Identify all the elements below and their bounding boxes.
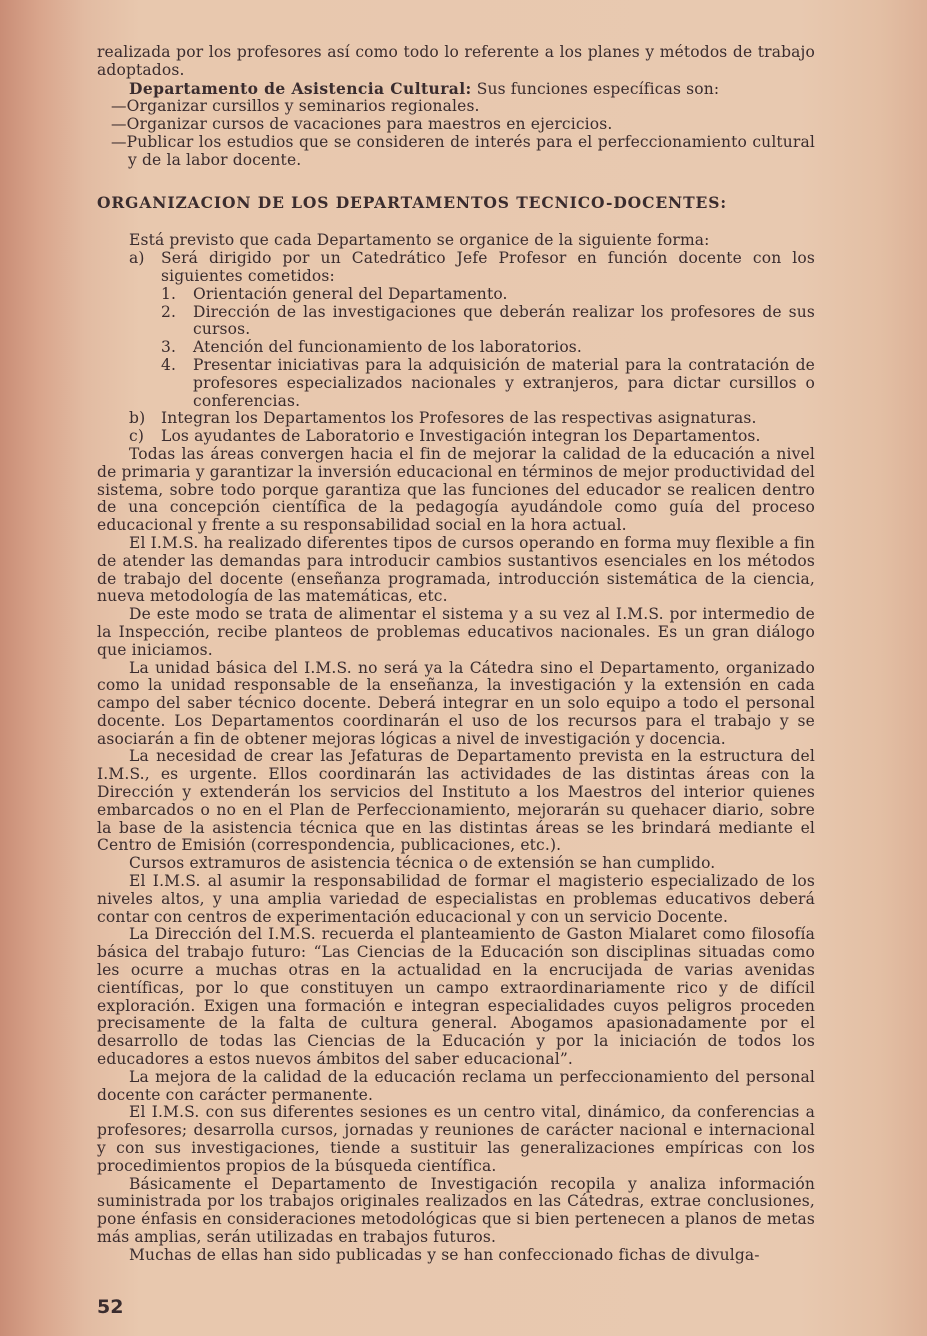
item-number: 1. — [161, 284, 177, 303]
body-paragraph: El I.M.S. con sus diferentes sesiones es un centro vital, dinámico, da conferencias a profesores; desarrolla cursos, jornadas y reuniones de carácter nacional e internacional y con sus investigaciones, tiende a sustituir las generalizaciones empíricas con los procedimientos propios de la búsqueda científica. — [97, 1103, 815, 1175]
body-paragraph: Cursos extramuros de asistencia técnica o de extensión se han cumplido. — [129, 854, 716, 873]
body-paragraph: La necesidad de crear las Jefaturas de Departamento prevista en la estructura del I.M.S., es urgente. Ellos coordinarán las actividades de las distintas áreas con la Dirección y extenderán los servicios del Instituto a los Maestros del interior quienes embarcados o no en el Plan de Perfeccionamiento, mejorarán su quehacer diario, sobre la base de la asistencia técnica que en las distintas áreas se les brindará mediante el Centro de Emisión (correspondencia, publicaciones, etc.). — [97, 747, 815, 855]
cultural-item: —Organizar cursos de vacaciones para maestros en ejercicios. — [111, 115, 613, 134]
section-heading: ORGANIZACION DE LOS DEPARTAMENTOS TECNICO-DOCENTES: — [97, 192, 727, 212]
body-paragraph: La unidad básica del I.M.S. no será ya la Cátedra sino el Departamento, organizado como la unidad responsable de la enseñanza, la investigación y la extensión en cada campo del saber técnico docente. Deberá integrar en un solo equipo a todo el personal docente. Los Departamentos coordinarán el uso de los recursos para el trabajo y se asociarán a fin de obtener mejoras lógicas a nivel de investigación y docencia. — [97, 658, 815, 748]
page-number: 52 — [97, 1296, 124, 1318]
numbered-item — [97, 357, 815, 410]
item-text: Integran los Departamentos los Profesores de las respectivas asignaturas. — [161, 409, 757, 428]
org-item-a — [97, 250, 815, 286]
org-item-b — [97, 410, 815, 428]
cultural-item: —Publicar los estudios que se consideren de interés para el perfeccionamiento cultural y de la labor docente. — [111, 132, 815, 169]
item-label: a) — [129, 249, 145, 268]
item-number: 3. — [161, 338, 177, 357]
body-paragraph: De este modo se trata de alimentar el sistema y a su vez al I.M.S. por intermedio de la Inspección, recibe planteos de problemas educativos nacionales. Es un gran diálogo que iniciamos. — [97, 605, 815, 659]
intro-paragraph: Está previsto que cada Departamento se organice de la siguiente forma: — [129, 231, 710, 250]
body-paragraph: El I.M.S. al asumir la responsabilidad de formar el magisterio especializado de los niveles altos, y una amplia variedad de especialistas en problemas educativos deberá contar con centros de experimentación educacional y con un servicio Docente. — [97, 872, 815, 926]
body-paragraph: El I.M.S. ha realizado diferentes tipos de cursos operando en forma muy flexible a fin de atender las demandas para introducir cambios sustantivos esenciales en los métodos de trabajo del docente (enseñanza programada, introducción sistemática de la ciencia, nueva metodología de las matemáticas, etc. — [97, 533, 815, 606]
cultural-item: —Organizar cursillos y seminarios regionales. — [111, 97, 480, 116]
body-paragraph: La mejora de la calidad de la educación reclama un perfeccionamiento del personal docente con carácter permanente. — [97, 1067, 815, 1104]
item-text: Los ayudantes de Laboratorio e Investigación integran los Departamentos. — [161, 427, 761, 446]
body-paragraph: Muchas de ellas han sido publicadas y se han confeccionado fichas de divulga- — [129, 1245, 760, 1264]
item-label: b) — [129, 409, 146, 428]
body-paragraph: Básicamente el Departamento de Investigación recopila y analiza información suministrada por los trabajos originales realizados en las Cátedras, extrae conclusiones, pone énfasis en consideraciones metodológicas que si bien pertenecen a planos de metas más amplias, serán utilizadas en trabajos futuros. — [97, 1174, 815, 1246]
item-text: Dirección de las investigaciones que deberán realizar los profesores de sus cursos. — [193, 302, 815, 339]
item-number: 4. — [161, 355, 177, 374]
numbered-item — [97, 339, 815, 357]
item-label: c) — [129, 427, 145, 446]
cultural-department-text: Sus funciones específicas son: — [471, 79, 720, 98]
cultural-department-paragraph — [97, 80, 815, 99]
item-text: Presentar iniciativas para la adquisición de material para la contratación de profesores especializados nacionales y extranjeros, para dictar cursillos o conferencias. — [193, 355, 815, 410]
org-item-c — [97, 428, 815, 446]
paragraph-continuation: realizada por los profesores así como todo lo referente a los planes y métodos de trabajo adoptados. — [97, 43, 815, 79]
body-paragraph: Todas las áreas convergen hacia el fin de mejorar la calidad de la educación a nivel de primaria y garantizar la inversión educacional en términos de mejor productividad del sistema, sobre todo porque garantiza que las funciones del educador se realicen dentro de una concepción científica de la pedagogía ayudándole como guía del proceso educacional y frente a su responsabilidad social en la hora actual. — [97, 444, 815, 535]
numbered-item — [97, 286, 815, 304]
item-text: Atención del funcionamiento de los laboratorios. — [193, 338, 582, 357]
item-text: Será dirigido por un Catedrático Jefe Profesor en función docente con los siguientes cometidos: — [161, 249, 815, 285]
text-column — [97, 44, 815, 1265]
body-paragraph: La Dirección del I.M.S. recuerda el planteamiento de Gaston Mialaret como filosofía básica del trabajo futuro: “Las Ciencias de la Educación son disciplinas situadas como les ocurre a muchas otras en la actualidad en la encrucijada de varias avenidas científicas, por lo que constituyen un campo extraordinariamente rico y de difícil exploración. Exigen una formación e integran especialidades cuyos peligros proceden precisamente de la falta de cultura general. Abogamos apasionadamente por el desarrollo de todas las Ciencias de la Educación y por la iniciación de todos los educadores a estos nuevos ámbitos del saber educacional”. — [97, 925, 815, 1069]
item-text: Orientación general del Departamento. — [193, 284, 508, 303]
item-number: 2. — [161, 302, 177, 321]
cultural-department-title: Departamento de Asistencia Cultural: — [129, 78, 472, 98]
numbered-item — [97, 304, 815, 340]
